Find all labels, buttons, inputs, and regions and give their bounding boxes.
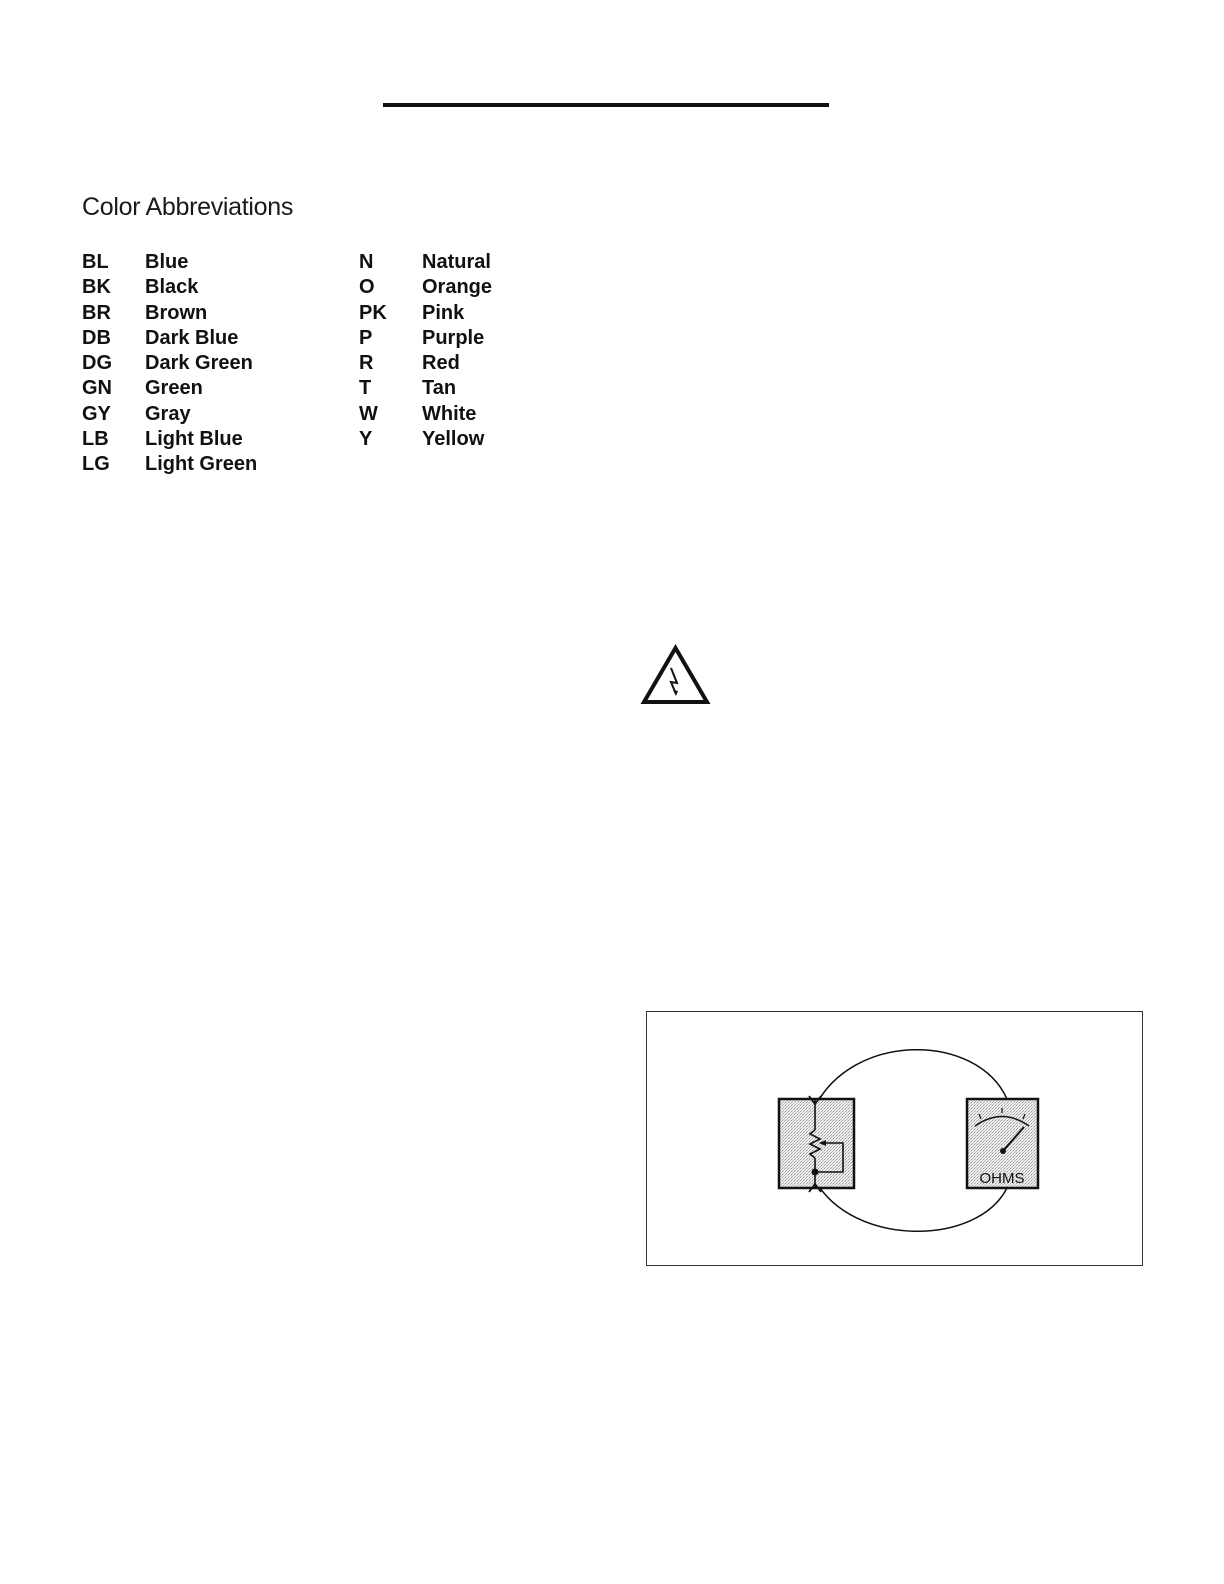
abbreviation-name: Tan [422, 377, 457, 400]
abbreviation-row [82, 301, 257, 326]
abbreviation-name: Light Green [145, 453, 258, 476]
abbreviation-row [82, 402, 257, 427]
abbreviation-code: P [359, 326, 373, 349]
abbreviation-name: Dark Green [145, 352, 253, 375]
abbreviation-name: Dark Blue [145, 326, 239, 349]
ohms-label: OHMS [979, 1170, 1025, 1187]
abbreviation-code: O [359, 276, 375, 299]
abbreviation-code: Y [359, 428, 373, 451]
abbreviation-code: GY [82, 402, 111, 425]
abbreviation-row [359, 275, 492, 300]
abbreviation-row [82, 452, 257, 477]
abbreviation-row [82, 250, 257, 275]
abbreviation-row [82, 427, 257, 452]
abbreviation-name: Pink [422, 301, 465, 324]
abbreviation-row [82, 351, 257, 376]
abbreviation-name: Brown [145, 301, 208, 324]
section-title: Color Abbreviations [82, 193, 294, 221]
abbreviation-code: GN [82, 377, 112, 400]
abbreviation-code: BK [82, 276, 111, 299]
abbreviation-name: Green [145, 377, 203, 400]
abbreviation-row [82, 376, 257, 401]
abbreviation-code: DB [82, 326, 111, 349]
abbreviation-name: Black [145, 276, 199, 299]
abbreviation-name: Blue [145, 251, 189, 273]
abbreviation-row [359, 351, 492, 376]
abbreviation-row [359, 250, 492, 275]
abbreviation-name: Gray [145, 402, 191, 425]
abbreviation-code: LB [82, 428, 109, 451]
abbreviation-code: BL [82, 251, 109, 273]
abbreviation-row [359, 402, 492, 427]
abbreviation-code: T [359, 377, 372, 400]
abbreviation-name: Light Blue [145, 428, 243, 451]
abbreviation-code: DG [82, 352, 112, 375]
abbreviation-name: Orange [422, 276, 493, 299]
abbreviation-row [359, 301, 492, 326]
abbreviation-code: N [359, 251, 374, 273]
abbreviation-code: R [359, 352, 374, 375]
component-box [779, 1096, 854, 1192]
abbreviation-name: Red [422, 352, 460, 375]
abbreviation-code: W [359, 402, 378, 425]
abbreviation-row [82, 275, 257, 300]
abbreviation-name: Natural [422, 251, 491, 273]
continuity-test-diagram [646, 1011, 1143, 1266]
abbreviation-row [82, 326, 257, 351]
abbreviation-code: BR [82, 301, 111, 324]
top-rule [383, 103, 829, 107]
abbreviation-code: PK [359, 301, 387, 324]
abbreviation-row [359, 427, 492, 452]
abbreviation-code: LG [82, 453, 110, 476]
abbreviation-name: Yellow [422, 428, 485, 451]
abbreviation-name: Purple [422, 326, 485, 349]
color-abbreviations-left-column [82, 250, 257, 478]
ohmmeter [967, 1099, 1038, 1188]
color-abbreviations-right-column [359, 250, 492, 452]
abbreviation-row [359, 376, 492, 401]
abbreviation-row [359, 326, 492, 351]
electrical-hazard-icon [640, 644, 711, 706]
abbreviation-name: White [422, 402, 477, 425]
